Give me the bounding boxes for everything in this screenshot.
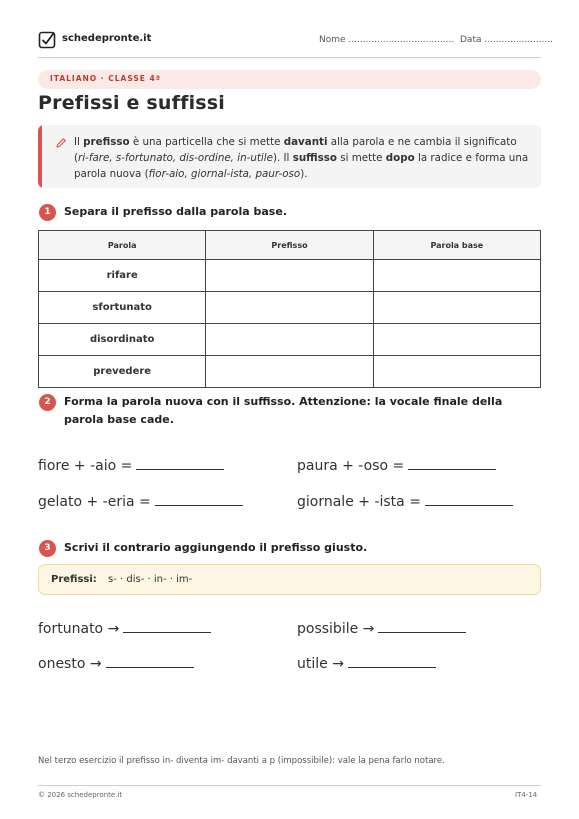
brand-name: schedepronte.it — [62, 33, 152, 44]
subject-banner — [38, 70, 541, 89]
info-text: Il prefisso è una particella che si mette davanti alla parola e ne cambia il significato (ri-fare, s-fortunato, dis-ordine, in-utile). Il suffisso si mette dopo la radice e forma una parola nuova (fior-aio, giornal-ista, paur-oso). — [74, 136, 529, 180]
fill-item: possibile → — [297, 618, 466, 637]
table-row — [39, 260, 541, 292]
name-field[interactable]: Nome ..................................... — [319, 35, 455, 45]
exercise-2-instruction: Forma la parola nuova con il suffisso. Attenzione: la vocale finale della parola base cade. — [64, 395, 503, 426]
answer-blank[interactable] — [106, 653, 194, 668]
page-title: Prefissi e suffissi — [38, 92, 226, 114]
date-field[interactable]: Data ........................ — [460, 35, 554, 45]
table-cell-base-input[interactable] — [373, 324, 540, 356]
prefix-hint-box — [38, 564, 541, 595]
checkbox-logo-icon — [38, 31, 56, 49]
table-cell-prefix-input[interactable] — [206, 356, 373, 388]
table-cell-prefix-input[interactable] — [206, 260, 373, 292]
answer-blank[interactable] — [123, 618, 211, 633]
table-cell-base-input[interactable] — [373, 292, 540, 324]
fill-item: fortunato → — [38, 618, 211, 637]
table-row — [39, 292, 541, 324]
table-cell-word: rifare — [39, 260, 206, 292]
footer-code: IT4-14 — [515, 791, 538, 799]
table-cell-word: disordinato — [39, 324, 206, 356]
exercise-1-instruction: Separa il prefisso dalla parola base. — [64, 205, 287, 218]
fill-item: giornale + -ista = — [297, 491, 513, 510]
exercise-1-number: 1 — [39, 204, 56, 221]
answer-blank[interactable] — [425, 491, 513, 506]
footer-divider — [38, 785, 541, 786]
subject-label: ITALIANO · CLASSE 4ª — [50, 74, 161, 83]
table-row — [39, 356, 541, 388]
fill-item: paura + -oso = — [297, 455, 496, 474]
exercise-3-instruction: Scrivi il contrario aggiungendo il prefisso giusto. — [64, 541, 368, 554]
table-cell-word: sfortunato — [39, 292, 206, 324]
table-header-parola: Parola — [39, 231, 206, 260]
table-cell-word: prevedere — [39, 356, 206, 388]
prefix-table — [38, 230, 541, 388]
table-cell-base-input[interactable] — [373, 260, 540, 292]
answer-blank[interactable] — [408, 455, 496, 470]
info-box — [38, 125, 541, 188]
table-cell-prefix-input[interactable] — [206, 324, 373, 356]
prefix-hint-values: s- · dis- · in- · im- — [108, 574, 193, 585]
table-header-row — [39, 231, 541, 260]
answer-blank[interactable] — [348, 653, 436, 668]
prefix-hint-label: Prefissi: — [51, 574, 97, 585]
info-accent-bar — [38, 125, 42, 188]
answer-blank[interactable] — [155, 491, 243, 506]
pencil-icon — [55, 137, 67, 149]
teacher-note: Nel terzo esercizio il prefisso in- diventa im- davanti a p (impossibile): vale la pena farlo notare. — [38, 756, 445, 766]
fill-item: onesto → — [38, 653, 194, 672]
table-header-parola-base: Parola base — [373, 231, 540, 260]
header-divider — [38, 57, 541, 58]
answer-blank[interactable] — [378, 618, 466, 633]
exercise-3-number: 3 — [39, 540, 56, 557]
table-cell-prefix-input[interactable] — [206, 292, 373, 324]
table-cell-base-input[interactable] — [373, 356, 540, 388]
fill-item: fiore + -aio = — [38, 455, 224, 474]
fill-item: utile → — [297, 653, 436, 672]
exercise-2-number: 2 — [39, 394, 56, 411]
table-row — [39, 324, 541, 356]
answer-blank[interactable] — [136, 455, 224, 470]
fill-item: gelato + -eria = — [38, 491, 243, 510]
footer-copyright: © 2026 schedepronte.it — [38, 791, 123, 799]
table-header-prefisso: Prefisso — [206, 231, 373, 260]
